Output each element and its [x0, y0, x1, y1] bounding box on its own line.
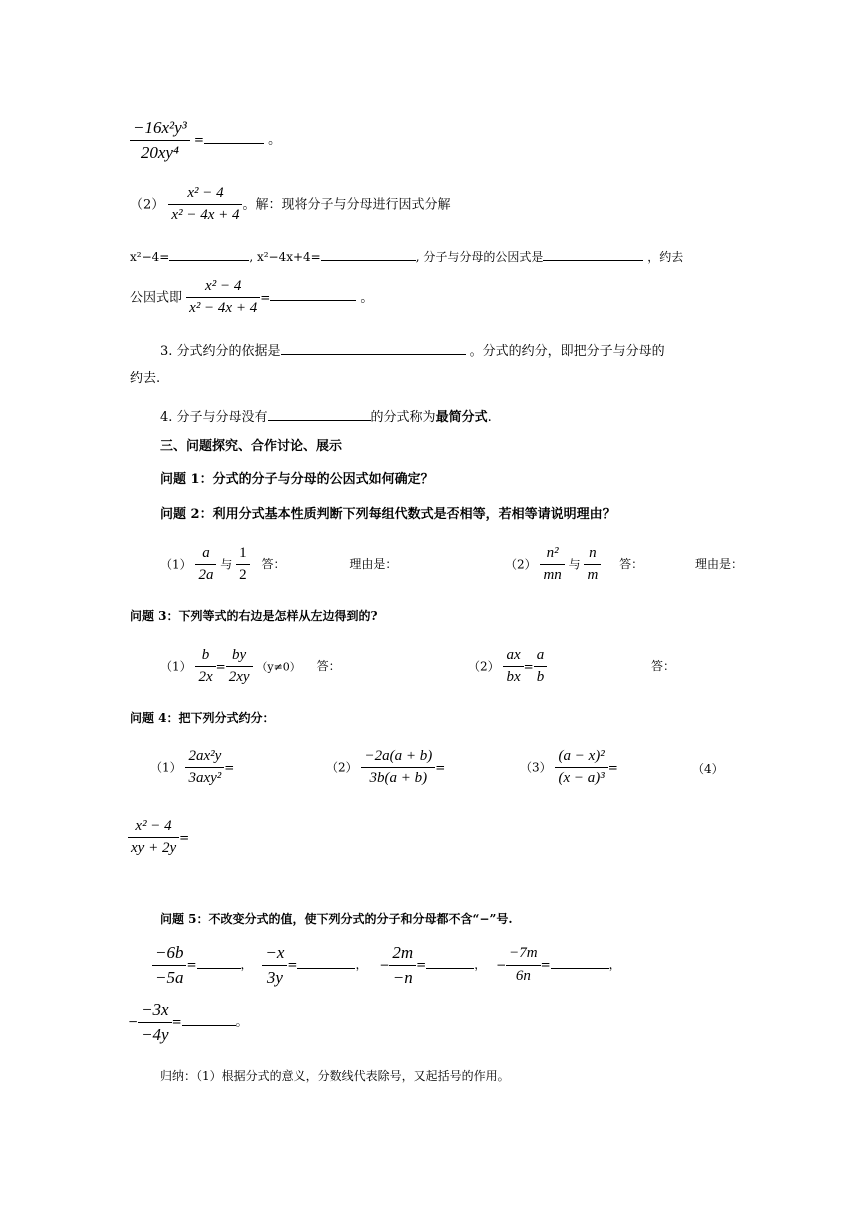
- answer-blank[interactable]: [182, 1011, 236, 1026]
- fraction: $\frac{a}{b}$: [534, 647, 548, 687]
- answer-blank[interactable]: [551, 954, 609, 969]
- item-2-line: （2） $\frac{\text{x² − 4}}{\text{x² − 4x + 4}}$ 。解：现将分子与分母进行因式分解: [130, 185, 451, 224]
- answer-blank[interactable]: [169, 246, 249, 261]
- fraction: $\frac{-3x}{-4y}$: [138, 1000, 172, 1044]
- fraction: $\frac{\text{x² − 4}}{\text{x² − 4x + 4}}$: [186, 278, 260, 318]
- problem-4-label-4: （4）: [692, 762, 724, 776]
- fraction: $\frac{2m}{-n}$: [389, 943, 416, 987]
- answer-blank[interactable]: [321, 246, 416, 261]
- expr-line-1: $\frac{\text{−16x²y³}}{\text{20xy⁴}}$ = 。: [130, 118, 281, 162]
- fraction: $\frac{-7m}{6n}$: [506, 945, 540, 985]
- common-factor-line: 公因式即 $\frac{\text{x² − 4}}{\text{x² − 4x + 4}}$ = 。: [130, 278, 374, 317]
- answer-blank[interactable]: [268, 406, 371, 421]
- problem-5-row-2: − $\frac{-3x}{-4y}$ = 。: [128, 1000, 248, 1044]
- q3-line-2: 约去.: [130, 371, 161, 386]
- q4-line: 4. 分子与分母没有 的分式称为最简分式.: [160, 406, 492, 424]
- q3-line-1: 3. 分式约分的依据是 。分式的约分，即把分子与分母的: [160, 340, 665, 358]
- answer-blank[interactable]: [204, 129, 264, 144]
- answer-blank[interactable]: [543, 246, 643, 261]
- fraction: $\frac{\text{(a − x)²}}{\text{(x − a)³}}$: [555, 748, 607, 788]
- problem-5: 问题 5：不改变分式的值，使下列分式的分子和分母都不含“−”号.: [160, 912, 513, 926]
- problem-2-row-right: （2） $\frac{\text{n²}}{mn}$ 与 $\frac{n}{m}$ 答： 理由是：: [505, 545, 744, 584]
- answer-blank[interactable]: [270, 286, 356, 301]
- fraction: $\frac{ax}{bx}$: [503, 647, 523, 687]
- problem-4-row: （1） $\frac{\text{2ax²y}}{\text{3axy²}}$ =: [150, 748, 235, 787]
- fraction: $\frac{n}{m}$: [584, 545, 601, 585]
- fraction: $\frac{1}{2}$: [236, 545, 250, 585]
- fraction: $\frac{b}{2x}$: [195, 647, 215, 687]
- problem-2-row: （1） $\frac{a}{2a}$ 与 $\frac{1}{2}$ 答： 理由是：: [160, 545, 398, 584]
- fraction: $\frac{\text{−16x²y³}}{\text{20xy⁴}}$: [130, 118, 190, 162]
- fraction: $\frac{a}{2a}$: [195, 545, 216, 585]
- problem-4-item-4: $\frac{\text{x² − 4}}{xy + 2y}$ =: [128, 818, 189, 858]
- fraction: $\frac{-2a(a + b)}{3b(a + b)}$: [361, 748, 435, 788]
- problem-2: 问题 2：利用分式基本性质判断下列每组代数式是否相等，若相等请说明理由？: [160, 507, 616, 522]
- problem-1: 问题 1：分式的分子与分母的公因式如何确定？: [160, 472, 434, 487]
- problem-4: 问题 4：把下列分式约分：: [130, 711, 275, 725]
- fraction: $\frac{\text{2ax²y}}{\text{3axy²}}$: [185, 748, 224, 788]
- fraction: $\frac{\text{x² − 4}}{\text{x² − 4x + 4}}$: [168, 185, 242, 225]
- fraction: $\frac{-x}{3y}$: [262, 943, 287, 987]
- problem-3-row: （1） $\frac{b}{2x}$ = $\frac{by}{2xy}$ （y≠0） 答：: [160, 647, 341, 686]
- answer-blank[interactable]: [197, 954, 241, 969]
- factor-line: x²−4= , x²−4x+4= , 分子与分母的公因式是 ，约去: [130, 246, 683, 263]
- problem-3: 问题 3：下列等式的右边是怎样从左边得到的?: [130, 609, 378, 623]
- answer-blank[interactable]: [426, 954, 474, 969]
- fraction: $\frac{-6b}{-5a}$: [152, 943, 186, 987]
- section-heading: 三、问题探究、合作讨论、展示: [160, 439, 343, 454]
- answer-blank[interactable]: [281, 340, 466, 355]
- problem-4-row-3: （3） $\frac{\text{(a − x)²}}{\text{(x − a)³}}$ =: [520, 748, 618, 787]
- summary: 归纳：（1）根据分式的意义，分数线代表除号，又起括号的作用。: [160, 1069, 510, 1083]
- problem-3-row-right: （2） $\frac{ax}{bx}$ = $\frac{a}{b}$ 答：: [468, 647, 676, 686]
- fraction: $\frac{by}{2xy}$: [226, 647, 253, 687]
- fraction: $\frac{\text{n²}}{mn}$: [540, 545, 564, 585]
- fraction: $\frac{\text{x² − 4}}{xy + 2y}$: [128, 818, 179, 858]
- problem-4-row-2: （2） $\frac{-2a(a + b)}{3b(a + b)}$ =: [326, 748, 446, 787]
- answer-blank[interactable]: [297, 954, 355, 969]
- problem-5-row: $\frac{-6b}{-5a}$ = ， $\frac{-x}{3y}$ = ， − $\frac{2m}{-n}$ = ， − $\frac{-7m}{6n}$ = ，: [152, 943, 621, 987]
